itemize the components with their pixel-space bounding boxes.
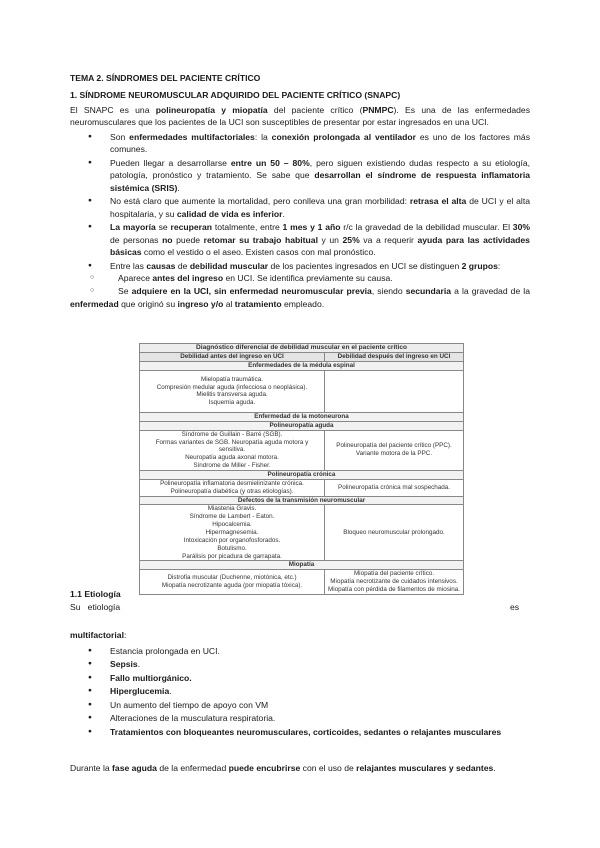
table-section-header: Enfermedades de la médula espinal: [140, 362, 464, 371]
table-section-header: Defectos de la transmisión neuromuscular: [140, 496, 464, 505]
list-item: ● Son enfermedades multifactoriales: la conexión prolongada al ventilador es uno de los factores más comunes.: [70, 131, 530, 156]
list-item: ● Sepsis.: [70, 658, 530, 670]
table-cell: Bloqueo neuromuscular prolongado.: [325, 505, 464, 561]
table-cell: Distrofia muscular (Duchenne, miotónica, etc.) Miopatía necrotizante aguda (por miopatía tóxica).: [140, 570, 325, 595]
list-item: ● Entre las causas de debilidad muscular de los pacientes ingresados en UCI se distinguen 2 grupos: ○ Aparece antes del ingreso en UCI. Se identifica previamente su causa. ○ Se adquiere en la UCI, sin enfermedad neuromuscular previa, siendo secundaria a la gravedad de la enfermedad que originó su ingreso y/o al tratamiento empleado.: [70, 260, 530, 311]
list-item: ● Tratamientos con bloqueantes neuromusculares, corticoides, sedantes o relajantes musculares: [70, 726, 530, 738]
table-cell: Polineuropatía inflamatoria desmielinizante crónica. Polineuropatía diabética (y otras etiologías).: [140, 479, 325, 496]
table-cell: [325, 370, 464, 412]
table-cell: Miastenia Gravis. Síndrome de Lambert - Eaton. Hipocalcemia. Hipermagnesemia. Intoxicación por organofosforados. Botulismo. Parálisis por picadura de garrapata.: [140, 505, 325, 561]
table-section-header: Polineuropatía aguda: [140, 421, 464, 430]
sub-list: [70, 272, 530, 310]
table-section-header: Enfermedad de la motoneurona: [140, 412, 464, 421]
list-item: ● Pueden llegar a desarrollarse entre un 50 – 80%, pero siguen existiendo dudas respecto a su etiología, patología, pronóstico y tratamiento. Se sabe que desarrollan el síndrome de respuesta inflamatoria sistémica (SRIS).: [70, 157, 530, 194]
list-item: ● No está claro que aumente la mortalidad, pero conlleva una gran morbilidad: retrasa el alta de UCI y el alta hospitalaria, y su calidad de vida es inferior.: [70, 195, 530, 220]
table-cell: Síndrome de Guillain - Barré (SGB). Formas variantes de SGB. Neuropatía aguda motora y sensitiva. Neuropatía aguda axonal motora. Síndrome de Miller - Fisher.: [140, 430, 325, 470]
table-section-header: Polineuropatía crónica: [140, 470, 464, 479]
closing-paragraph: Durante la fase aguda de la enfermedad puede encubrirse con el uso de relajantes musculares y sedantes.: [70, 763, 496, 773]
bullet-list: [70, 131, 530, 311]
section-heading: 1. SÍNDROME NEUROMUSCULAR ADQUIRIDO DEL PACIENTE CRÍTICO (SNAPC): [70, 90, 401, 100]
etiology-text-right: es: [510, 602, 520, 612]
column-header: Debilidad antes del ingreso en UCI: [140, 353, 325, 362]
etiology-multifactorial: multifactorial:: [70, 630, 127, 640]
table-caption: Diagnóstico diferencial de debilidad muscular en el paciente crítico: [140, 344, 464, 353]
sub-list-item: ○ Aparece antes del ingreso en UCI. Se identifica previamente su causa.: [70, 272, 530, 284]
table-section-header: Miopatía: [140, 561, 464, 570]
sub-list-item: ○ Se adquiere en la UCI, sin enfermedad neuromuscular previa, siendo secundaria a la gravedad de la enfermedad que originó su ingreso y/o al tratamiento empleado.: [70, 285, 530, 310]
table-cell: Mielopatía traumática. Compresión medular aguda (infecciosa o neoplásica). Mielitis transversa aguda. Isquemia aguda.: [140, 370, 325, 412]
list-item: ● Fallo multiorgánico.: [70, 672, 530, 684]
table-cell: Miopatía del paciente crítico. Miopatía necrotizante de cuidados intensivos. Miopatía con pérdida de filamentos de miosina.: [325, 570, 464, 595]
list-item: ● La mayoría se recuperan totalmente, entre 1 mes y 1 año r/c la gravedad de la debilidad muscular. El 30% de personas no puede retomar su trabajo habitual y un 25% va a requerir ayuda para las actividades básicas como el vestido o el aseo. Existen casos con mal pronóstico.: [70, 221, 530, 258]
list-item: ● Un aumento del tiempo de apoyo con VM: [70, 699, 530, 711]
etiology-text-left: Su etiología: [70, 602, 121, 612]
list-item: ● Alteraciones de la musculatura respiratoria.: [70, 712, 530, 724]
differential-diagnosis-table: [139, 343, 464, 595]
subsection-heading: 1.1 Etiología: [70, 589, 121, 599]
column-header: Debilidad después del ingreso en UCI: [325, 353, 464, 362]
list-item: ● Hiperglucemia.: [70, 685, 530, 697]
page-title: TEMA 2. SÍNDROMES DEL PACIENTE CRÍTICO: [70, 73, 261, 83]
etiology-list: [70, 645, 530, 739]
table-cell: Polineuropatía del paciente crítico (PPC). Variante motora de la PPC.: [325, 430, 464, 470]
list-item: ● Estancia prolongada en UCI.: [70, 645, 530, 657]
table-cell: Polineuropatía crónica mal sospechada.: [325, 479, 464, 496]
intro-paragraph: El SNAPC es una polineuropatía y miopatía del paciente crítico (PNMPC). Es una de las enfermedades neuromusculares que los pacientes de la UCI son susceptibles de presentar por estar ingresados en una UCI.: [70, 105, 530, 128]
